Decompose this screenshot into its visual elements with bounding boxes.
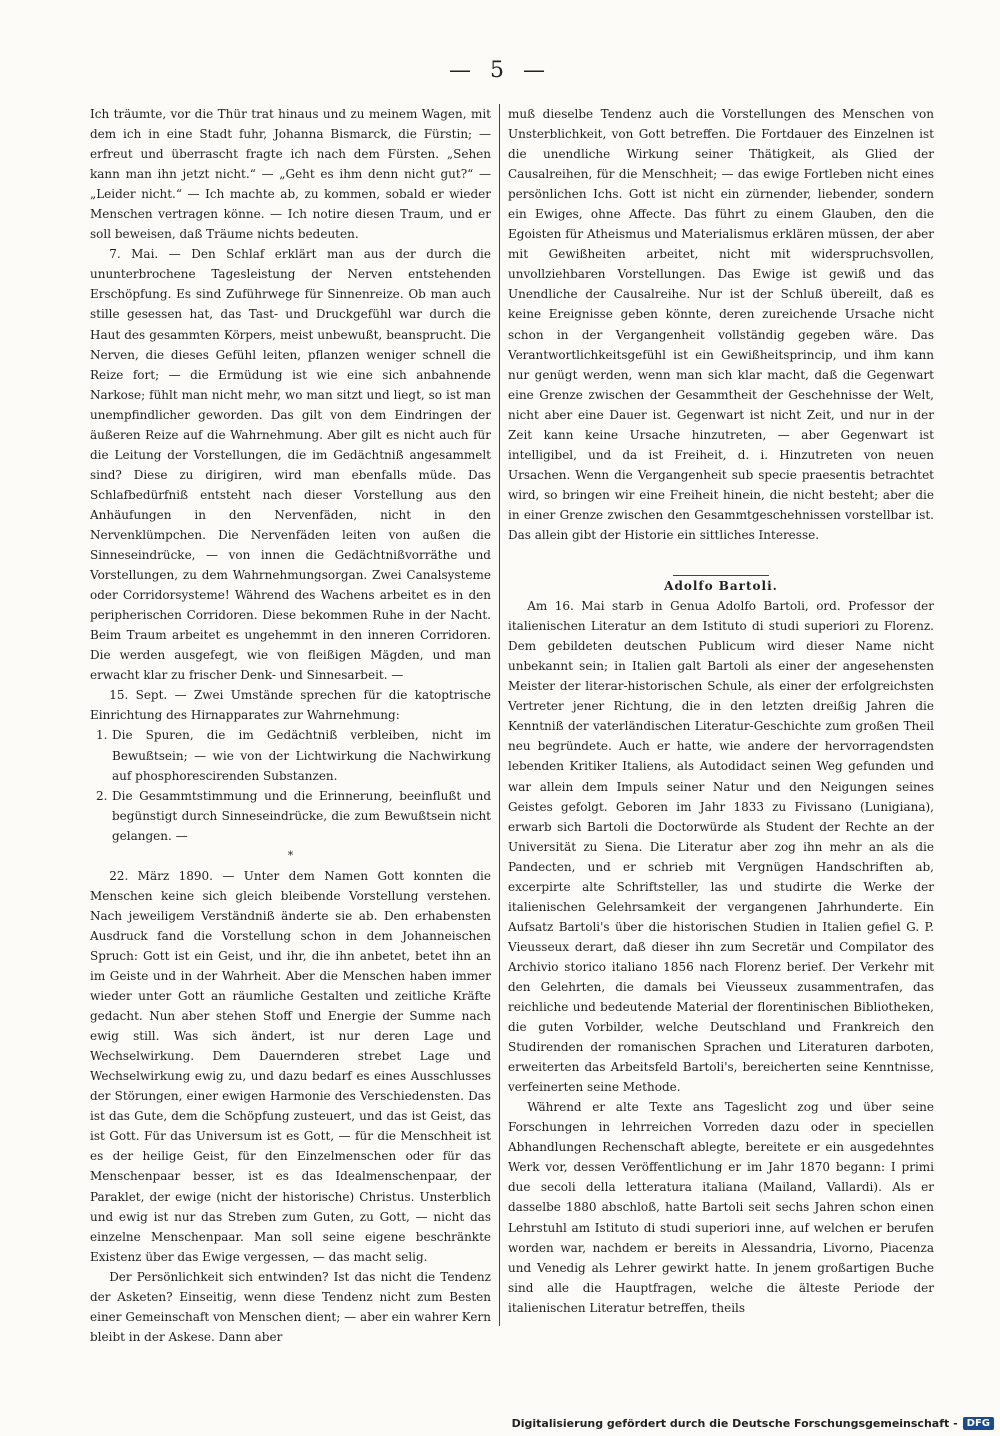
list-item bbox=[90, 725, 491, 785]
article-heading: Adolfo Bartoli. bbox=[664, 579, 778, 594]
list-number: 2. bbox=[96, 788, 108, 803]
list-number: 1. bbox=[96, 728, 108, 743]
list-text: Die Gesammtstimmung und die Erinnerung, beeinflußt und begünstigt durch Sinneseindrücke, die zum Bewußtsein nicht gelangen. — bbox=[112, 788, 491, 843]
paragraph: 22. März 1890. — Unter dem Namen Gott konnten die Menschen keine sich gleich bleibende Vorstellung verstehen. Nach jeweiligem Verständniß änderte sie ab. Den erhabensten Ausdruck fand die Vorstellung schon in dem Johanneischen Spruch: Gott ist ein Geist, und ihr, die ihn anbetet, betet ihn an im Geiste und in der Wahrheit. Aber die Menschen haben immer wieder unter Gott an räumliche Gestalten und zeitliche Kräfte gedacht. Nun aber stehen Stoff und Energie der Summe nach ewig still. Was sich ändert, ist nur deren Lage und Wechselwirkung. Dem Dauernderen strebet Lage und Wechselwirkung ewig zu, und dazu bedarf es eines Ausschlusses der Störungen, einer ewigen Harmonie des Verschiedensten. Das ist das Gute, dem die Schöpfung zusteuert, und das ist Geist, das ist Gott. Für das Universum ist es Gott, — für die Menschheit ist es der heilige Geist, für den Einzelmenschen oder für das Menschenpaar besser, ist es das Idealmenschenpaar, der Paraklet, der ewige (nicht der historische) Christus. Unsterblich und ewig ist nur das Streben zum Guten, zu Gott, — nicht das einzelne Menschenpaar. Man soll seine eigene beschränkte Existenz über das Ewige vergessen, — das macht selig. bbox=[90, 868, 491, 1264]
paragraph: 7. Mai. — Den Schlaf erklärt man aus der durch die ununterbrochene Tagesleistung der Nerven entstehenden Erschöpfung. Es sind Zuführwege für Sinnenreize. Ob man auch stille gesessen hat, das Tast- und Druckgefühl war durch die Haut des gesammten Körpers, meist unbewußt, beansprucht. Die Nerven, die dieses Gefühl leiten, pflanzen weniger schnell die Reize fort; — die Ermüdung ist wie eine sich anbahnende Narkose; fühlt man nicht mehr, wo man sitzt und liegt, so ist man unempfindlicher geworden. Das gilt von dem Eindringen der äußeren Reize auf die Wahrnehmung. Aber gilt es nicht auch für die Leitung der Vorstellungen, die im Gedächtniß angesammelt sind? Diese zu dirigiren, wird man ebenfalls müde. Das Schlafbedürfniß entsteht nach dieser Vorstellung aus den Anhäufungen in den Nervenfäden, nicht in den Nervenklümpchen. Die Nervenfäden leiten von außen die Sinneseindrücke, — von innen die Gedächtnißvorräthe und Vorstellungen, zu dem Wahrnehmungsorgan. Zwei Canalsysteme oder Corridorsysteme! Während des Wachens arbeitet es in den peripherischen Corridoren. Diese bekommen Ruhe in der Nacht. Beim Traum arbeitet es ungehemmt in den inneren Corridoren. Die werden ausgefegt, wie von fleißigen Mägden, und man erwacht klar zu frischer Denk- und Sinnesarbeit. — bbox=[90, 247, 491, 683]
paragraph: 15. Sept. — Zwei Umstände sprechen für die katoptrische Einrichtung des Hirnapparates zur Wahrnehmung: bbox=[90, 688, 491, 723]
list-text: Die Spuren, die im Gedächtniß verbleiben, nicht im Bewußtsein; — wie von der Lichtwirkung die Nachwirkung auf phosphorescirenden Substanzen. bbox=[112, 728, 491, 783]
credit-text: Digitalisierung gefördert durch die Deutsche Forschungsgemeinschaft - bbox=[511, 1416, 958, 1430]
left-column bbox=[90, 104, 491, 1347]
paragraph: Während er alte Texte ans Tageslicht zog und über seine Forschungen in lehrreichen Vorreden dazu oder in speciellen Abhandlungen Rechenschaft ablegte, bereitete er ein ausgedehntes Werk vor, dessen Veröffentlichung er im Jahr 1870 begann: I primi due secoli della letteratura italiana (Mailand, Vallardi). Als er dasselbe 1880 abschloß, hatte Bartoli seit sechs Jahren schon einen Lehrstuhl am Istituto di studi superiori inne, auf welchen er berufen worden war, nachdem er bereits in Alessandria, Livorno, Piacenza und Venedig als Lehrer gewirkt hatte. In jenem großartigen Buche sind alle die Hauptfragen, welche die älteste Periode der italienischen Literatur betreffen, theils bbox=[508, 1100, 934, 1315]
digitization-credit bbox=[512, 1414, 994, 1432]
paragraph: Der Persönlichkeit sich entwinden? Ist das nicht die Tendenz der Asketen? Einseitig, wenn diese Tendenz nicht zum Besten einer Gemeinschaft von Menschen dient; — aber ein wahrer Kern bleibt in der Askese. Dann aber bbox=[90, 1269, 491, 1344]
paragraph: Ich träumte, vor die Thür trat hinaus und zu meinem Wagen, mit dem ich in eine Stadt fuhr, Johanna Bismarck, die Fürstin; — erfreut und überrascht fragte ich nach dem Fürsten. „Sehen kann man ihn jetzt nicht.“ — „Geht es ihm denn nicht gut?“ — „Leider nicht.“ — Ich machte ab, zu kommen, sobald er wieder Menschen vertragen könne. — Ich notire diesen Traum, und er soll beweisen, daß Träume nichts bedeuten. bbox=[90, 107, 491, 242]
right-column bbox=[508, 104, 934, 1318]
paragraph: muß dieselbe Tendenz auch die Vorstellungen des Menschen von Unsterblichkeit, von Gott betreffen. Die Fortdauer des Einzelnen ist die unendliche Wirkung seiner Thätigkeit, als Glied der Causalreihen, für die Menschheit; — das ewige Fortleben nicht eines persönlichen Ichs. Gott ist nicht ein zürnender, liebender, sondern ein Ewiges, ohne Affecte. Das führt zu einem Glauben, den die Egoisten für Atheismus und Materialismus erklären müssen, der aber mit Gewißheiten arbeitet, nicht mit widerspruchsvollen, unvollziehbaren Vorstellungen. Das Ewige ist gewiß und das Unendliche der Causalreihe. Nur ist der Schluß übereilt, daß es keine Ereignisse geben könnte, deren zureichende Ursache nicht schon in der Vergangenheit vollständig gegeben wäre. Das Verantwortlichkeitsgefühl ist ein Gewißheitsprincip, und ihm kann nur genügt werden, wenn man sich klar macht, daß die Gegenwart eine Grenze zwischen der Gesammtheit der Geschehnisse der Welt, nicht aber eine Dauer ist. Gegenwart ist nicht Zeit, und nur in der Zeit kann keine Ursache hinzutreten, — aber Gegenwart ist intelligibel, und da ist Freiheit, d. i. Hinzutreten von neuen Ursachen. Wenn die Vergangenheit sub specie praesentis betrachtet wird, so bringen wir eine Freiheit hinein, die nicht besteht; aber die in einer Grenze zwischen den Gesammtgeschehnissen vorstellbar ist. Das allein gibt der Historie ein sittliches Interesse. bbox=[508, 107, 934, 542]
list-item bbox=[90, 786, 491, 846]
column-rule bbox=[499, 104, 500, 1326]
section-separator: * bbox=[287, 848, 294, 862]
page-number: — 5 — bbox=[449, 58, 551, 83]
paragraph: Am 16. Mai starb in Genua Adolfo Bartoli, ord. Professor der italienischen Literatur an dem Istituto di studi superiori zu Florenz. Dem gebildeten deutschen Publicum wird dieser Name nicht unbekannt sein; in Italien galt Bartoli als einer der angesehensten Meister der literar-historischen Schule, als einer der erfolgreichsten Vertreter jener Richtung, die in den letzten dreißig Jahren die Kenntniß der vaterländischen Literatur-Geschichte zum großen Theil neu begründete. Auch er hatte, wie andere der hervorragendsten lebenden Kritiker Italiens, als Autodidact seinen Weg gefunden und war allein dem Impuls seiner Natur und den Neigungen seines Geistes gefolgt. Geboren im Jahr 1833 zu Fivissano (Lunigiana), erwarb sich Bartoli die Doctorwürde als Student der Rechte an der Universität zu Siena. Die Literatur aber zog ihn mehr an als die Pandecten, und er schrieb mit Vergnügen Handschriften ab, excerpirte alte Schriftsteller, las und studirte die Werke der italienischen Gelehrsamkeit der vergangenen Jahrhunderte. Ein Aufsatz Bartoli's über die historischen Studien in Italien gefiel G. P. Vieusseux derart, daß dieser ihn zum Secretär und Compilator des Archivio storico italiano 1856 nach Florenz berief. Der Verkehr mit den Gelehrten, die damals bei Vieusseux zusammentrafen, das reichliche und bedeutende Material der florentinischen Bibliotheken, die guten Vorbilder, welche Deutschland und Frankreich den Studirenden der romanischen Sprachen und Literaturen darboten, erweiterten das Arbeitsfeld Bartoli's, bereicherten seine Kenntnisse, verfeinerten seine Methode. bbox=[508, 599, 934, 1095]
dfg-logo: DFG bbox=[963, 1417, 994, 1430]
